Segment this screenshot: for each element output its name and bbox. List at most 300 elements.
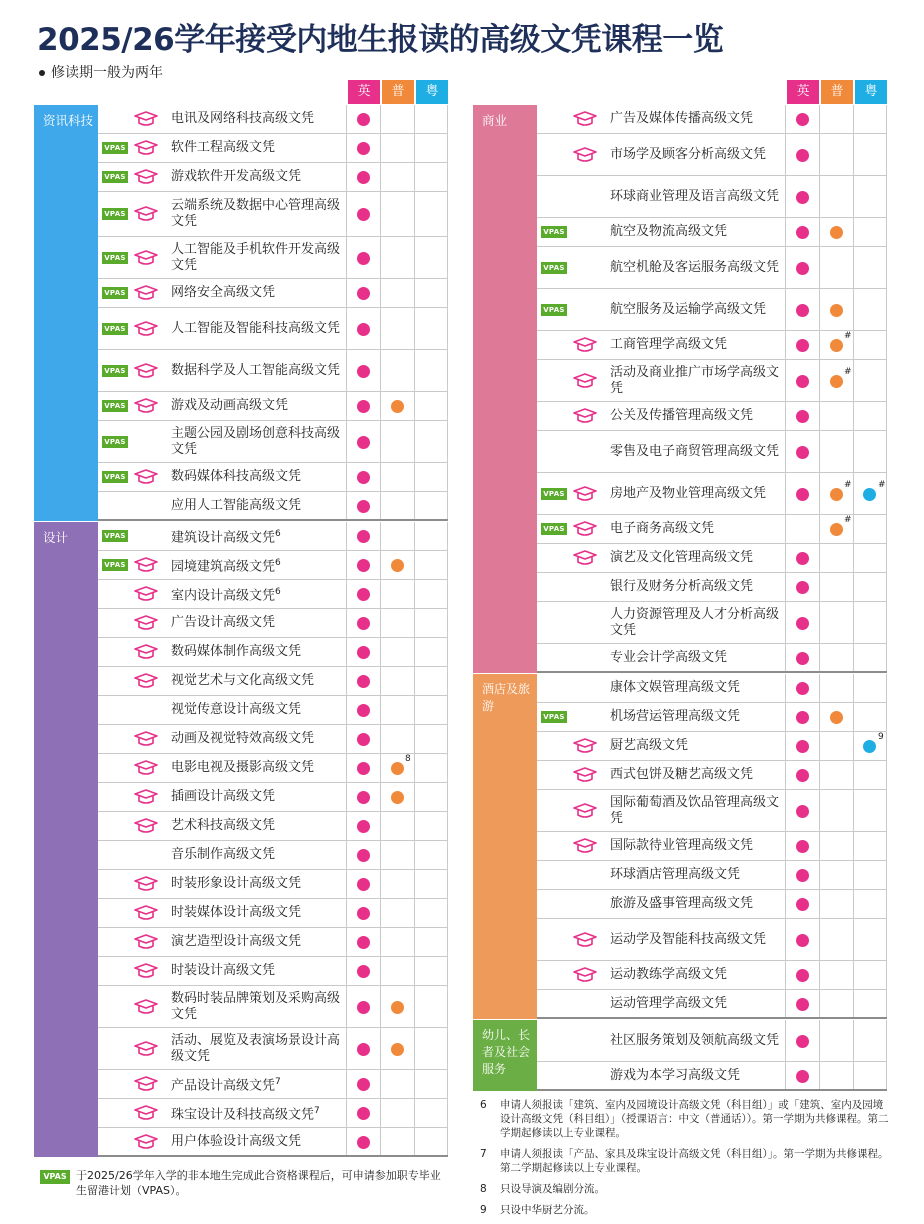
lang-cell-en [346, 986, 380, 1027]
course-name: 游戏软件开发高级文凭 [171, 169, 302, 184]
lang-cell-en [346, 350, 380, 391]
duration-note [39, 62, 163, 82]
lang-cell-yu [414, 308, 448, 349]
lang-cell-en [785, 289, 819, 330]
language-dot-en [357, 208, 370, 221]
lang-cell-en [785, 890, 819, 918]
language-dot-en [357, 530, 370, 543]
lang-cell-yu [414, 105, 448, 133]
course-row [98, 667, 448, 696]
lang-cell-en [785, 1020, 819, 1061]
course-name: 环球商业管理及语言高级文凭 [610, 188, 780, 204]
course-row [98, 192, 448, 237]
course-row [98, 754, 448, 783]
language-dot-en [796, 898, 809, 911]
vpas-badge: VPAS [102, 365, 128, 377]
category-label: 设计 [34, 522, 98, 1157]
lang-cell-yu [414, 667, 448, 695]
lang-cell-pu [380, 1028, 414, 1069]
course-name: 机场营运管理高级文凭 [610, 709, 741, 724]
footnote [480, 1182, 890, 1196]
lang-header-2: 粤 [855, 80, 887, 104]
lang-cell-pu [380, 928, 414, 956]
course-name: 产品设计高级文凭$^7$ [171, 1076, 281, 1094]
course-name: 市场学及顾客分析高级文凭 [610, 146, 767, 162]
course-row [98, 870, 448, 899]
course-name: 游戏为本学习高级文凭 [610, 1067, 741, 1083]
language-dot-en [796, 1070, 809, 1083]
course-name: 云端系统及数据中心管理高级文凭 [171, 198, 341, 229]
footnotes [480, 1098, 890, 1224]
graduation-cap-icon [134, 963, 158, 979]
course-row [98, 1128, 448, 1157]
lang-cell-yu [853, 644, 887, 671]
course-row [537, 644, 887, 673]
lang-cell-pu [819, 644, 853, 671]
lang-cell-yu [853, 1062, 887, 1089]
lang-cell-pu [380, 783, 414, 811]
course-row [537, 544, 887, 573]
dot-mark: # [844, 331, 852, 341]
language-dot-en [796, 581, 809, 594]
lang-cell-pu [380, 638, 414, 666]
course-name: 广告设计高级文凭 [171, 615, 276, 630]
lang-cell-en [785, 644, 819, 671]
lang-cell-en [785, 573, 819, 601]
language-dot-en [796, 226, 809, 239]
course-row [98, 783, 448, 812]
lang-cell-en [346, 463, 380, 491]
course-row [98, 163, 448, 192]
graduation-cap-icon [134, 398, 158, 414]
language-dot-pu [830, 523, 843, 536]
language-dot-en [357, 1043, 370, 1056]
lang-cell-pu [380, 1070, 414, 1098]
lang-cell-pu [380, 134, 414, 162]
course-row [537, 247, 887, 289]
vpas-badge: VPAS [102, 171, 128, 183]
course-name: 运动学及智能科技高级文凭 [610, 931, 767, 947]
course-row [537, 134, 887, 176]
language-dot-en [796, 869, 809, 882]
lang-cell-en [346, 163, 380, 191]
lang-cell-en [785, 431, 819, 472]
graduation-cap-icon [134, 169, 158, 185]
lang-cell-pu [819, 990, 853, 1017]
lang-cell-en [346, 725, 380, 753]
course-row [98, 1070, 448, 1099]
course-name: 时装媒体设计高级文凭 [171, 905, 302, 920]
language-dot-pu [830, 304, 843, 317]
lang-cell-en [785, 732, 819, 760]
dot-mark: 9 [878, 732, 884, 742]
lang-cell-yu [414, 841, 448, 869]
vpas-badge: VPAS [102, 530, 128, 542]
lang-cell-pu [380, 392, 414, 420]
graduation-cap-icon [134, 557, 158, 573]
lang-cell-yu [414, 237, 448, 278]
course-name: 厨艺高级文凭 [610, 738, 689, 753]
course-name: 应用人工智能高级文凭 [171, 497, 302, 513]
lang-cell-pu [380, 841, 414, 869]
lang-cell-yu [414, 580, 448, 608]
graduation-cap-icon [573, 550, 597, 566]
course-row [537, 890, 887, 919]
lang-cell-en [346, 580, 380, 608]
course-list [98, 522, 448, 1157]
dot-mark: # [844, 515, 852, 525]
lang-cell-yu [853, 573, 887, 601]
course-row [98, 421, 448, 463]
lang-cell-pu [819, 218, 853, 246]
vpas-legend [40, 1168, 450, 1198]
lang-cell-pu [819, 402, 853, 430]
graduation-cap-icon [134, 644, 158, 660]
lang-cell-en [346, 638, 380, 666]
lang-cell-en [346, 754, 380, 782]
footnote [480, 1098, 890, 1140]
course-row [537, 473, 887, 515]
course-row [537, 176, 887, 218]
course-row [537, 105, 887, 134]
course-name: 音乐制作高级文凭 [171, 847, 276, 862]
language-dot-pu [830, 339, 843, 352]
course-name: 主题公园及剧场创意科技高级文凭 [171, 425, 341, 457]
course-name: 时装设计高级文凭 [171, 963, 276, 978]
graduation-cap-icon [134, 586, 158, 602]
right-course-table [473, 80, 887, 1091]
language-dot-en [357, 287, 370, 300]
vpas-badge: VPAS [102, 436, 128, 448]
course-name: 运动教练学高级文凭 [610, 967, 728, 982]
lang-cell-yu [853, 602, 887, 643]
lang-cell-pu [819, 544, 853, 572]
dot-mark: # [878, 479, 886, 490]
vpas-badge: VPAS [541, 226, 567, 238]
graduation-cap-icon [134, 818, 158, 834]
lang-cell-pu [819, 674, 853, 702]
lang-cell-en [785, 602, 819, 643]
course-name: 人工智能及智能科技高级文凭 [171, 320, 341, 336]
lang-cell-en [346, 812, 380, 840]
language-header [34, 80, 448, 104]
language-dot-en [796, 191, 809, 204]
vpas-badge: VPAS [102, 142, 128, 154]
lang-header-0: 英 [787, 80, 819, 104]
lang-cell-pu [380, 308, 414, 349]
course-name: 插画设计高级文凭 [171, 789, 276, 804]
graduation-cap-icon [134, 250, 158, 266]
footnote-ref: 7 [275, 1076, 281, 1087]
lang-cell-yu [853, 473, 887, 514]
language-dot-pu [391, 791, 404, 804]
lang-cell-en [346, 105, 380, 133]
lang-cell-yu [853, 218, 887, 246]
lang-header-1: 普 [821, 80, 853, 104]
language-dot-en [796, 339, 809, 352]
course-name: 社区服务策划及领航高级文凭 [610, 1032, 780, 1048]
language-header [473, 80, 887, 104]
course-row [537, 861, 887, 890]
course-name: 时装形象设计高级文凭 [171, 876, 302, 891]
graduation-cap-icon [573, 408, 597, 424]
course-name: 人工智能及手机软件开发高级文凭 [171, 241, 341, 273]
lang-cell-yu [853, 919, 887, 960]
lang-cell-pu [380, 522, 414, 550]
language-dot-en [357, 400, 370, 413]
graduation-cap-icon [573, 803, 597, 819]
lang-header-1: 普 [382, 80, 414, 104]
graduation-cap-icon [134, 140, 158, 156]
course-name: 航空机舱及客运服务高级文凭 [610, 259, 780, 275]
course-name: 软件工程高级文凭 [171, 140, 276, 155]
lang-cell-en [346, 279, 380, 307]
graduation-cap-icon [134, 1076, 158, 1092]
lang-cell-en [346, 696, 380, 724]
vpas-badge: VPAS [541, 488, 567, 500]
lang-cell-yu [853, 515, 887, 543]
category-label: 幼儿、长者及社会服务 [473, 1020, 537, 1091]
lang-cell-pu [380, 421, 414, 462]
course-row [537, 919, 887, 961]
lang-cell-en [346, 841, 380, 869]
course-row [537, 289, 887, 331]
lang-cell-yu [853, 703, 887, 731]
language-dot-en [796, 149, 809, 162]
lang-cell-yu [414, 870, 448, 898]
lang-cell-pu [819, 105, 853, 133]
lang-cell-pu [380, 105, 414, 133]
language-dot-yu [863, 488, 876, 501]
course-name: 航空服务及运输学高级文凭 [610, 301, 767, 317]
lang-cell-en [785, 790, 819, 831]
course-name: 国际葡萄酒及饮品管理高级文凭 [610, 794, 780, 826]
lang-cell-yu [414, 783, 448, 811]
graduation-cap-icon [134, 363, 158, 379]
graduation-cap-icon [134, 321, 158, 337]
language-dot-en [796, 740, 809, 753]
course-row [537, 1062, 887, 1091]
language-dot-pu [391, 1001, 404, 1014]
language-dot-en [357, 1001, 370, 1014]
lang-cell-en [785, 134, 819, 175]
lang-cell-pu [380, 667, 414, 695]
course-row [98, 957, 448, 986]
lang-cell-pu [380, 192, 414, 236]
language-dot-en [357, 646, 370, 659]
lang-cell-pu [819, 832, 853, 860]
lang-cell-en [346, 421, 380, 462]
lang-cell-pu [380, 957, 414, 985]
course-name: 活动及商业推广市场学高级文凭 [610, 364, 780, 396]
lang-cell-pu [380, 551, 414, 579]
course-row [98, 986, 448, 1028]
language-dot-en [357, 965, 370, 978]
language-dot-en [357, 588, 370, 601]
lang-cell-yu [853, 431, 887, 472]
lang-header-0: 英 [348, 80, 380, 104]
course-name: 广告及媒体传播高级文凭 [610, 111, 754, 126]
language-dot-en [357, 365, 370, 378]
graduation-cap-icon [134, 934, 158, 950]
language-dot-en [796, 934, 809, 947]
lang-cell-pu [819, 431, 853, 472]
course-row [98, 237, 448, 279]
course-list [98, 105, 448, 521]
graduation-cap-icon [134, 673, 158, 689]
course-name: 用户体验设计高级文凭 [171, 1133, 302, 1149]
language-dot-en [357, 820, 370, 833]
course-row [537, 431, 887, 473]
lang-cell-yu [414, 350, 448, 391]
language-dot-en [357, 907, 370, 920]
lang-cell-en [346, 551, 380, 579]
footnote-ref: 6 [275, 586, 281, 597]
footnote-ref: 7 [314, 1105, 320, 1116]
language-dot-en [357, 1107, 370, 1120]
footnote-ref: 6 [275, 528, 281, 539]
course-name: 国际款待业管理高级文凭 [610, 838, 754, 853]
language-dot-en [357, 252, 370, 265]
language-dot-en [357, 878, 370, 891]
lang-cell-yu [414, 725, 448, 753]
course-name: 数码媒体科技高级文凭 [171, 469, 302, 484]
vpas-badge: VPAS [541, 711, 567, 723]
course-name: 西式包饼及糖艺高级文凭 [610, 767, 754, 782]
lang-cell-en [785, 176, 819, 217]
lang-cell-pu [819, 732, 853, 760]
lang-cell-yu [414, 1070, 448, 1098]
course-name: 园境建筑高级文凭$^6$ [171, 557, 281, 575]
course-list [537, 1020, 887, 1091]
course-row [537, 961, 887, 990]
course-name: 活动、展览及表演场景设计高级文凭 [171, 1032, 341, 1064]
language-dot-en [796, 805, 809, 818]
lang-cell-pu [819, 890, 853, 918]
language-dot-en [357, 617, 370, 630]
language-dot-en [357, 142, 370, 155]
lang-cell-yu [414, 1028, 448, 1069]
lang-cell-en [785, 1062, 819, 1089]
lang-cell-en [785, 544, 819, 572]
language-dot-en [357, 733, 370, 746]
lang-cell-yu [414, 696, 448, 724]
lang-cell-pu [819, 861, 853, 889]
lang-cell-yu [414, 1099, 448, 1127]
bullet-icon [39, 70, 45, 76]
lang-cell-pu [819, 602, 853, 643]
lang-cell-yu [853, 360, 887, 401]
course-row [98, 725, 448, 754]
course-name: 演艺及文化管理高级文凭 [610, 550, 754, 565]
lang-cell-en [785, 218, 819, 246]
lang-cell-en [785, 473, 819, 514]
lang-cell-pu [819, 703, 853, 731]
lang-cell-pu [819, 360, 853, 401]
graduation-cap-icon [134, 1105, 158, 1121]
category-label: 商业 [473, 105, 537, 673]
course-name: 工商管理学高级文凭 [610, 337, 728, 352]
lang-cell-yu [414, 522, 448, 550]
course-row [98, 696, 448, 725]
dot-mark: # [844, 366, 852, 377]
course-row [98, 308, 448, 350]
lang-cell-pu [380, 463, 414, 491]
footnote-text: 只设中华厨艺分流。 [500, 1204, 595, 1216]
category-group [473, 104, 887, 673]
footnote-ref: 6 [275, 557, 281, 568]
lang-cell-pu [380, 237, 414, 278]
language-dot-en [796, 840, 809, 853]
language-dot-en [357, 436, 370, 449]
graduation-cap-icon [134, 876, 158, 892]
course-row [98, 1028, 448, 1070]
vpas-legend-text: 于2025/26学年入学的非本地生完成此合资格课程后，可申请参加职专毕业生留港计划（VPAS）。 [76, 1169, 441, 1197]
lang-cell-en [346, 1099, 380, 1127]
language-dot-pu [391, 762, 404, 775]
lang-cell-yu [853, 247, 887, 288]
course-row [98, 1099, 448, 1128]
graduation-cap-icon [573, 486, 597, 502]
course-name: 环球酒店管理高级文凭 [610, 867, 741, 882]
lang-cell-yu [414, 638, 448, 666]
lang-cell-yu [853, 890, 887, 918]
course-name: 零售及电子商贸管理高级文凭 [610, 443, 780, 459]
vpas-badge: VPAS [541, 304, 567, 316]
course-row [537, 703, 887, 732]
lang-cell-yu [853, 674, 887, 702]
lang-cell-pu [380, 725, 414, 753]
course-row [537, 402, 887, 431]
course-name: 运动管理学高级文凭 [610, 995, 728, 1011]
language-dot-en [796, 969, 809, 982]
language-dot-en [357, 323, 370, 336]
language-dot-en [796, 1035, 809, 1048]
graduation-cap-icon [573, 521, 597, 537]
lang-cell-en [346, 237, 380, 278]
language-dot-en [357, 113, 370, 126]
course-row [537, 732, 887, 761]
footnote-text: 申请人须报读「产品、家具及珠宝设计高级文凭（科目组）」。第一学期为共修课程。第二学期起修读以上专业课程。 [500, 1148, 889, 1174]
category-label: 酒店及旅游 [473, 674, 537, 1019]
course-name: 网络安全高级文凭 [171, 285, 276, 300]
lang-cell-yu [414, 279, 448, 307]
vpas-badge: VPAS [102, 559, 128, 571]
lang-cell-en [785, 919, 819, 960]
lang-cell-pu [819, 247, 853, 288]
course-name: 银行及财务分析高级文凭 [610, 579, 754, 594]
language-dot-pu [391, 559, 404, 572]
lang-cell-yu [853, 105, 887, 133]
language-dot-pu [391, 1043, 404, 1056]
footnote-number: 7 [480, 1148, 487, 1160]
vpas-badge: VPAS [102, 400, 128, 412]
language-dot-en [796, 711, 809, 724]
course-name: 旅游及盛事管理高级文凭 [610, 896, 754, 911]
dot-mark: # [844, 479, 852, 490]
category-label: 资讯科技 [34, 105, 98, 521]
footnote-number: 9 [480, 1204, 487, 1216]
lang-header-2: 粤 [416, 80, 448, 104]
course-row [98, 105, 448, 134]
lang-cell-en [346, 899, 380, 927]
lang-cell-pu [819, 790, 853, 831]
course-name: 动画及视觉特效高级文凭 [171, 731, 315, 746]
course-row [537, 674, 887, 703]
lang-cell-en [346, 134, 380, 162]
lang-cell-pu [380, 279, 414, 307]
graduation-cap-icon [134, 789, 158, 805]
